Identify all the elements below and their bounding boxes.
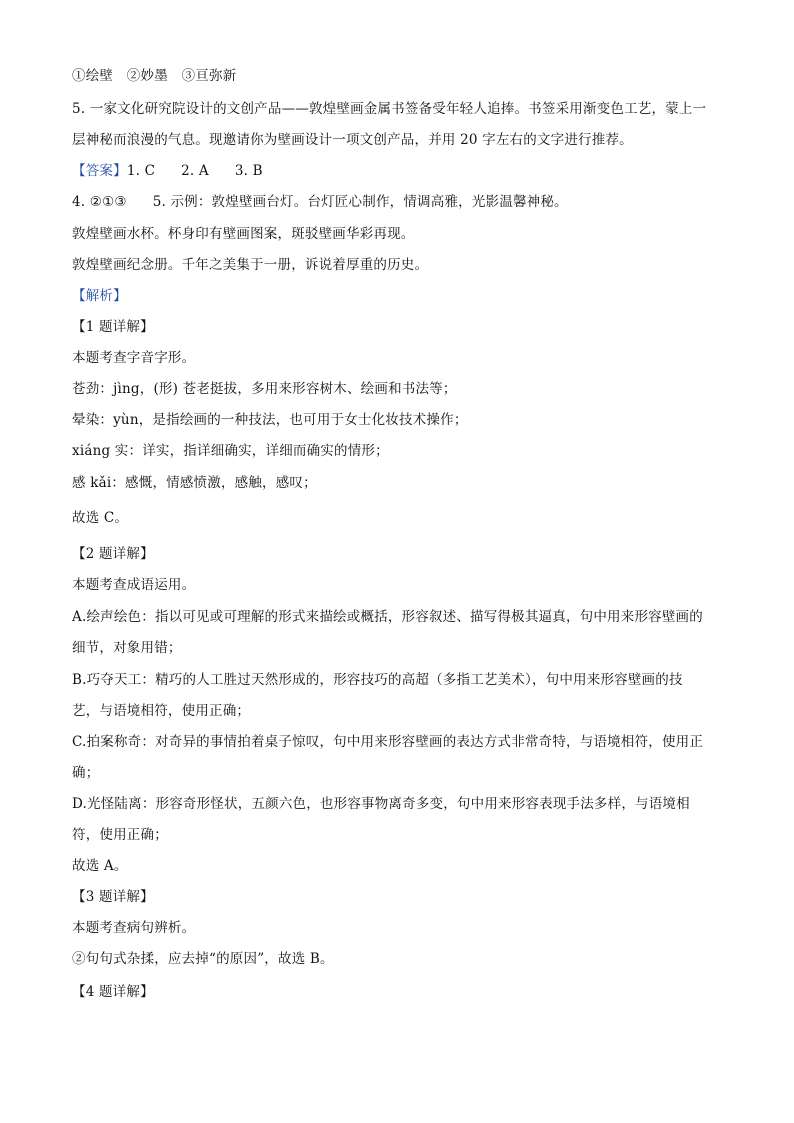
- section-1-item: 感 kǎi：感慨，情感愤激，感触，感叹；: [72, 475, 317, 491]
- previous-answer-options: ①绘壁 ②妙墨 ③亘弥新: [72, 68, 237, 84]
- answer-line: [72, 162, 722, 180]
- section-1-intro: 本题考查字音字形。: [72, 350, 196, 366]
- answer-label: 【答案】: [72, 163, 127, 179]
- section-2-option-b-line-1: B.巧夺天工：精巧的人工胜过天然形成的，形容技巧的高超（多指工艺美术），句中用来形容壁画的技: [72, 672, 683, 688]
- answer-1: 1. C: [126, 163, 156, 179]
- section-2-option-b-line-2: 艺，与语境相符，使用正确；: [72, 703, 251, 719]
- answer-5: 5. 示例：敦煌壁画台灯。台灯匠心制作，情调高雅，光影温馨神秘。: [152, 194, 568, 210]
- answer-3: 3. B: [234, 163, 263, 179]
- section-3-intro: 本题考查病句辨析。: [72, 920, 196, 936]
- answer-line-2: [72, 193, 722, 211]
- section-2-conclusion: 故选 A。: [72, 858, 128, 874]
- section-1-conclusion: 故选 C。: [72, 510, 129, 526]
- answer-example-3: 敦煌壁画纪念册。千年之美集于一册，诉说着厚重的历史。: [72, 257, 429, 273]
- section-2-intro: 本题考查成语运用。: [72, 577, 196, 593]
- section-2-option-d-line-1: D.光怪陆离：形容奇形怪状，五颜六色，也形容事物离奇多变，句中用来形容表现手法多样，与语境相: [72, 796, 690, 812]
- analysis-label: 【解析】: [72, 288, 127, 304]
- answer-2: 2. A: [181, 163, 209, 179]
- section-2-title: 【2 题详解】: [72, 546, 154, 562]
- answer-4: 4. ②①③: [72, 194, 127, 210]
- section-1-item: xiáng 实：详实，指详细确实，详细而确实的情形；: [72, 443, 389, 459]
- section-1-item: 晕染：yùn，是指绘画的一种技法，也可用于女士化妆技术操作；: [72, 412, 468, 428]
- section-2-option-a-line-1: A.绘声绘色：指以可见或可理解的形式来描绘或概括，形容叙述、描写得极其逼真，句中用来形容壁画的: [72, 609, 703, 625]
- answer-example-2: 敦煌壁画水杯。杯身印有壁画图案，斑驳壁画华彩再现。: [72, 226, 415, 242]
- section-1-item: 苍劲：jìng，(形) 苍老挺拔，多用来形容树木、绘画和书法等；: [72, 381, 457, 397]
- section-3-title: 【3 题详解】: [72, 889, 154, 905]
- section-2-option-d-line-2: 符，使用正确；: [72, 827, 168, 843]
- section-1-title: 【1 题详解】: [72, 319, 154, 335]
- section-2-option-c-line-1: C.拍案称奇：对奇异的事情拍着桌子惊叹，句中用来形容壁画的表达方式非常奇特，与语境相符，使用正: [72, 734, 704, 750]
- section-3-body: ②句句式杂揉，应去掉“的原因”，故选 B。: [72, 951, 334, 967]
- question-5-line-2: 层神秘而浪漫的气息。现邀请你为壁画设计一项文创产品，并用 20 字左右的文字进行推荐。: [72, 132, 633, 148]
- section-2-option-a-line-2: 细节，对象用错；: [72, 640, 182, 656]
- section-2-option-c-line-2: 确；: [72, 765, 100, 781]
- question-5-line-1: 5. 一家文化研究院设计的文创产品——敦煌壁画金属书签备受年轻人追捧。书签采用渐变色工艺，蒙上一: [72, 101, 707, 117]
- section-4-title: 【4 题详解】: [72, 984, 154, 1000]
